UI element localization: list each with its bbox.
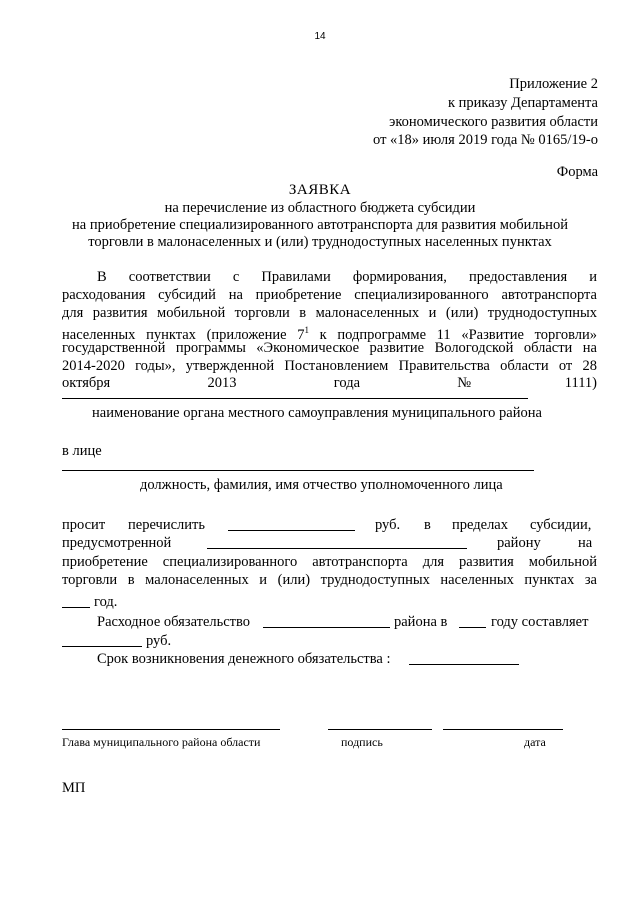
subtitle-line-2: на приобретение специализированного автотранспорта для развития мобильной — [72, 217, 568, 233]
sign-line[interactable] — [328, 729, 432, 730]
head-caption: Глава муниципального района области — [62, 735, 261, 749]
deadline-label: Срок возникновения денежного обязательства : — [97, 651, 391, 667]
para2-l2b: району — [497, 535, 541, 551]
date-line[interactable] — [443, 729, 563, 730]
para2-w2: перечислить — [128, 517, 205, 533]
appendix-line-3: экономического развития области — [389, 114, 598, 130]
organ-name-caption: наименование органа местного самоуправления муниципального района — [92, 405, 542, 421]
para2-w6: субсидии, — [530, 517, 592, 533]
subtitle-line-1: на перечисление из областного бюджета субсидии — [164, 200, 476, 216]
para1-line-4-a: населенных пунктах (приложение 7 — [62, 326, 305, 343]
document-title: ЗАЯВКА — [288, 182, 352, 198]
para1-line-2: расходования субсидий на приобретение специализированного автотранспорта — [62, 287, 597, 303]
appendix-line-1: Приложение 2 — [509, 76, 598, 92]
sign-caption: подпись — [341, 735, 383, 749]
para2-line-3: приобретение специализированного автотранспорта для развития мобильной — [62, 554, 597, 570]
para2-line-5: год. — [94, 594, 118, 610]
para2-line-4: торговли в малонаселенных и (или) труднодоступных населенных пунктах за — [62, 572, 597, 588]
para1-line-6: 2014-2020 годы», утвержденной Постановлением Правительства области от 28 — [62, 358, 597, 374]
year-blank[interactable] — [62, 607, 90, 608]
para1-line-3: для развития мобильной торговли в малонаселенных и (или) труднодоступных — [62, 305, 597, 321]
date-caption: дата — [524, 735, 546, 749]
footnote-mark: 1 — [304, 325, 309, 335]
expense-a: Расходное обязательство — [97, 614, 251, 630]
expense-rub-blank[interactable] — [62, 646, 142, 647]
appendix-line-4: от «18» июля 2019 года № 0165/19-о — [373, 132, 598, 148]
para2-w1: просит — [62, 517, 106, 533]
v-litse-label: в лице — [62, 443, 102, 459]
expense-d: руб. — [146, 633, 172, 649]
para2-w3: руб. — [375, 517, 401, 533]
amount-blank[interactable] — [228, 530, 355, 531]
organ-name-blank[interactable] — [62, 398, 528, 399]
expense-year-blank[interactable] — [459, 627, 486, 628]
subtitle-line-3: торговли в малонаселенных и (или) труднодоступных населенных пунктах — [88, 234, 552, 250]
para2-w5: пределах — [452, 517, 508, 533]
person-blank[interactable] — [62, 470, 534, 471]
form-label: Форма — [556, 164, 598, 180]
deadline-blank[interactable] — [409, 664, 519, 665]
appendix-line-2: к приказу Департамента — [447, 95, 598, 111]
para1-line-1: В соответствии с Правилами формирования, предоставления и — [97, 269, 597, 285]
expense-b: района в — [394, 614, 448, 630]
district-blank[interactable] — [207, 548, 467, 549]
para1-line-7: октября 2013 года №1111) — [62, 375, 597, 391]
head-signature-line[interactable] — [62, 729, 280, 730]
person-caption: должность, фамилия, имя отчество уполномоченного лица — [140, 477, 503, 493]
para2-l2c: на — [578, 535, 593, 551]
para1-line-5: государственной программы «Экономическое развитие Вологодской области на — [62, 340, 597, 356]
para2-w4: в — [424, 517, 431, 533]
expense-amount-blank[interactable] — [263, 627, 390, 628]
stamp-label: МП — [62, 780, 86, 796]
page-number: 14 — [314, 31, 326, 42]
para1-line-4-b: к подпрограмме 11 «Развитие торговли» — [308, 326, 597, 343]
para2-l2a: предусмотренной — [62, 535, 172, 551]
expense-c: году составляет — [491, 614, 589, 630]
